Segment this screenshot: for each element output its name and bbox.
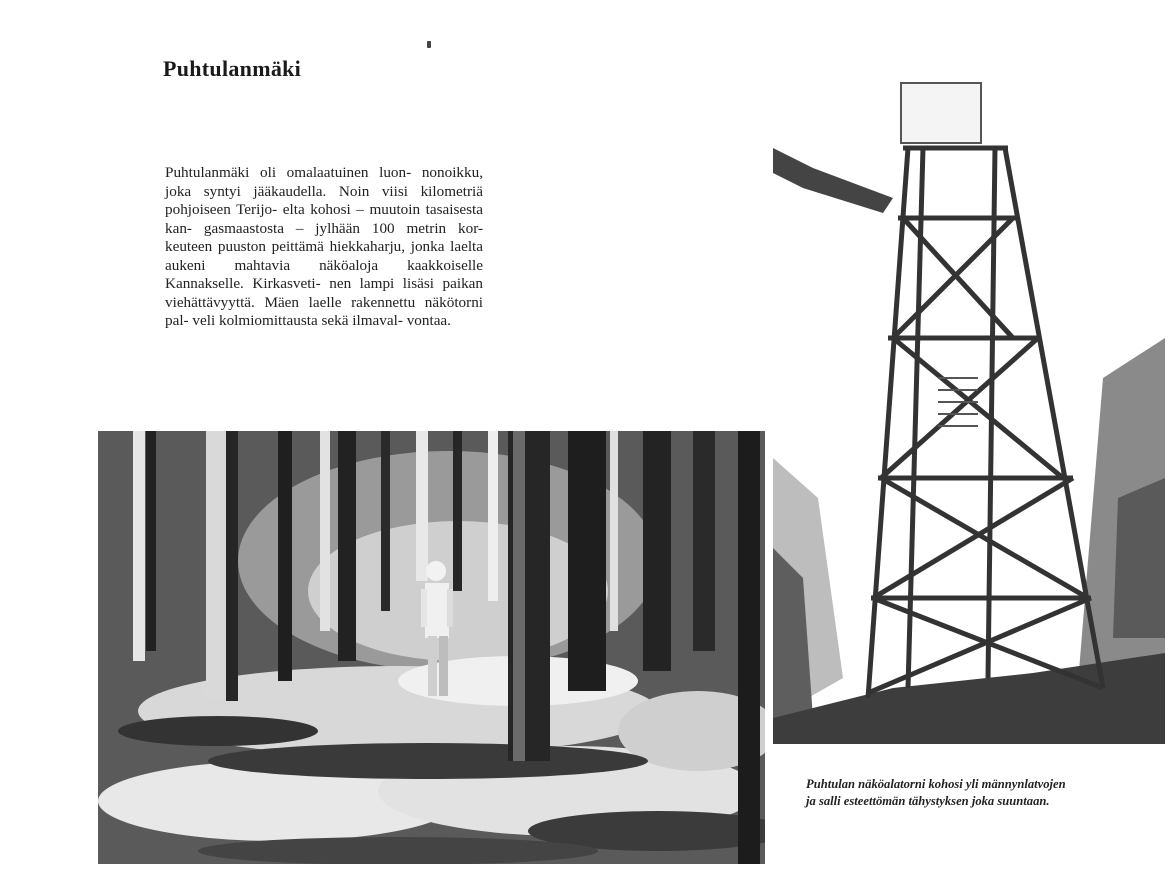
body-line: elta kohosi – muutoin tasaisesta kan- bbox=[165, 201, 483, 237]
caption-line: ja salli esteettömän tähystyksen joka suuntaan. bbox=[806, 794, 1050, 808]
tower-photo bbox=[773, 78, 1165, 744]
forest-photo-graphic bbox=[98, 431, 765, 864]
body-line: jonka laelta aukeni mahtavia näköaloja bbox=[165, 238, 483, 274]
body-line: gasmaastosta – jylhään 100 metrin kor- bbox=[203, 219, 483, 237]
scan-speck bbox=[427, 41, 431, 48]
body-line: Noin viisi kilometriä pohjoiseen Terijo- bbox=[165, 182, 483, 219]
tower-photo-graphic bbox=[773, 78, 1165, 744]
body-line: nonoikku, joka syntyi jääkaudella. bbox=[165, 164, 483, 200]
body-line: Puhtulanmäki oli omalaatuinen luon- bbox=[165, 164, 412, 181]
body-line: nen lampi lisäsi paikan viehättävyyttä. bbox=[165, 275, 484, 311]
caption-line: Puhtulan näköalatorni kohosi yli männynlatvojen bbox=[806, 777, 1066, 791]
body-line: Mäen laelle rakennettu näkötorni pal- bbox=[165, 293, 484, 330]
body-line: vontaa. bbox=[406, 312, 451, 330]
article-title: Puhtulanmäki bbox=[163, 56, 302, 81]
forest-photo bbox=[98, 431, 765, 864]
body-line: keuteen puuston peittämä hiekkaharju, bbox=[165, 238, 406, 256]
photo-caption bbox=[806, 776, 1151, 810]
body-line: veli kolmiomittausta sekä ilmaval- bbox=[192, 312, 403, 330]
article-body bbox=[165, 164, 483, 331]
body-line: kaakkoiselle Kannakselle. Kirkasveti- bbox=[165, 256, 484, 293]
